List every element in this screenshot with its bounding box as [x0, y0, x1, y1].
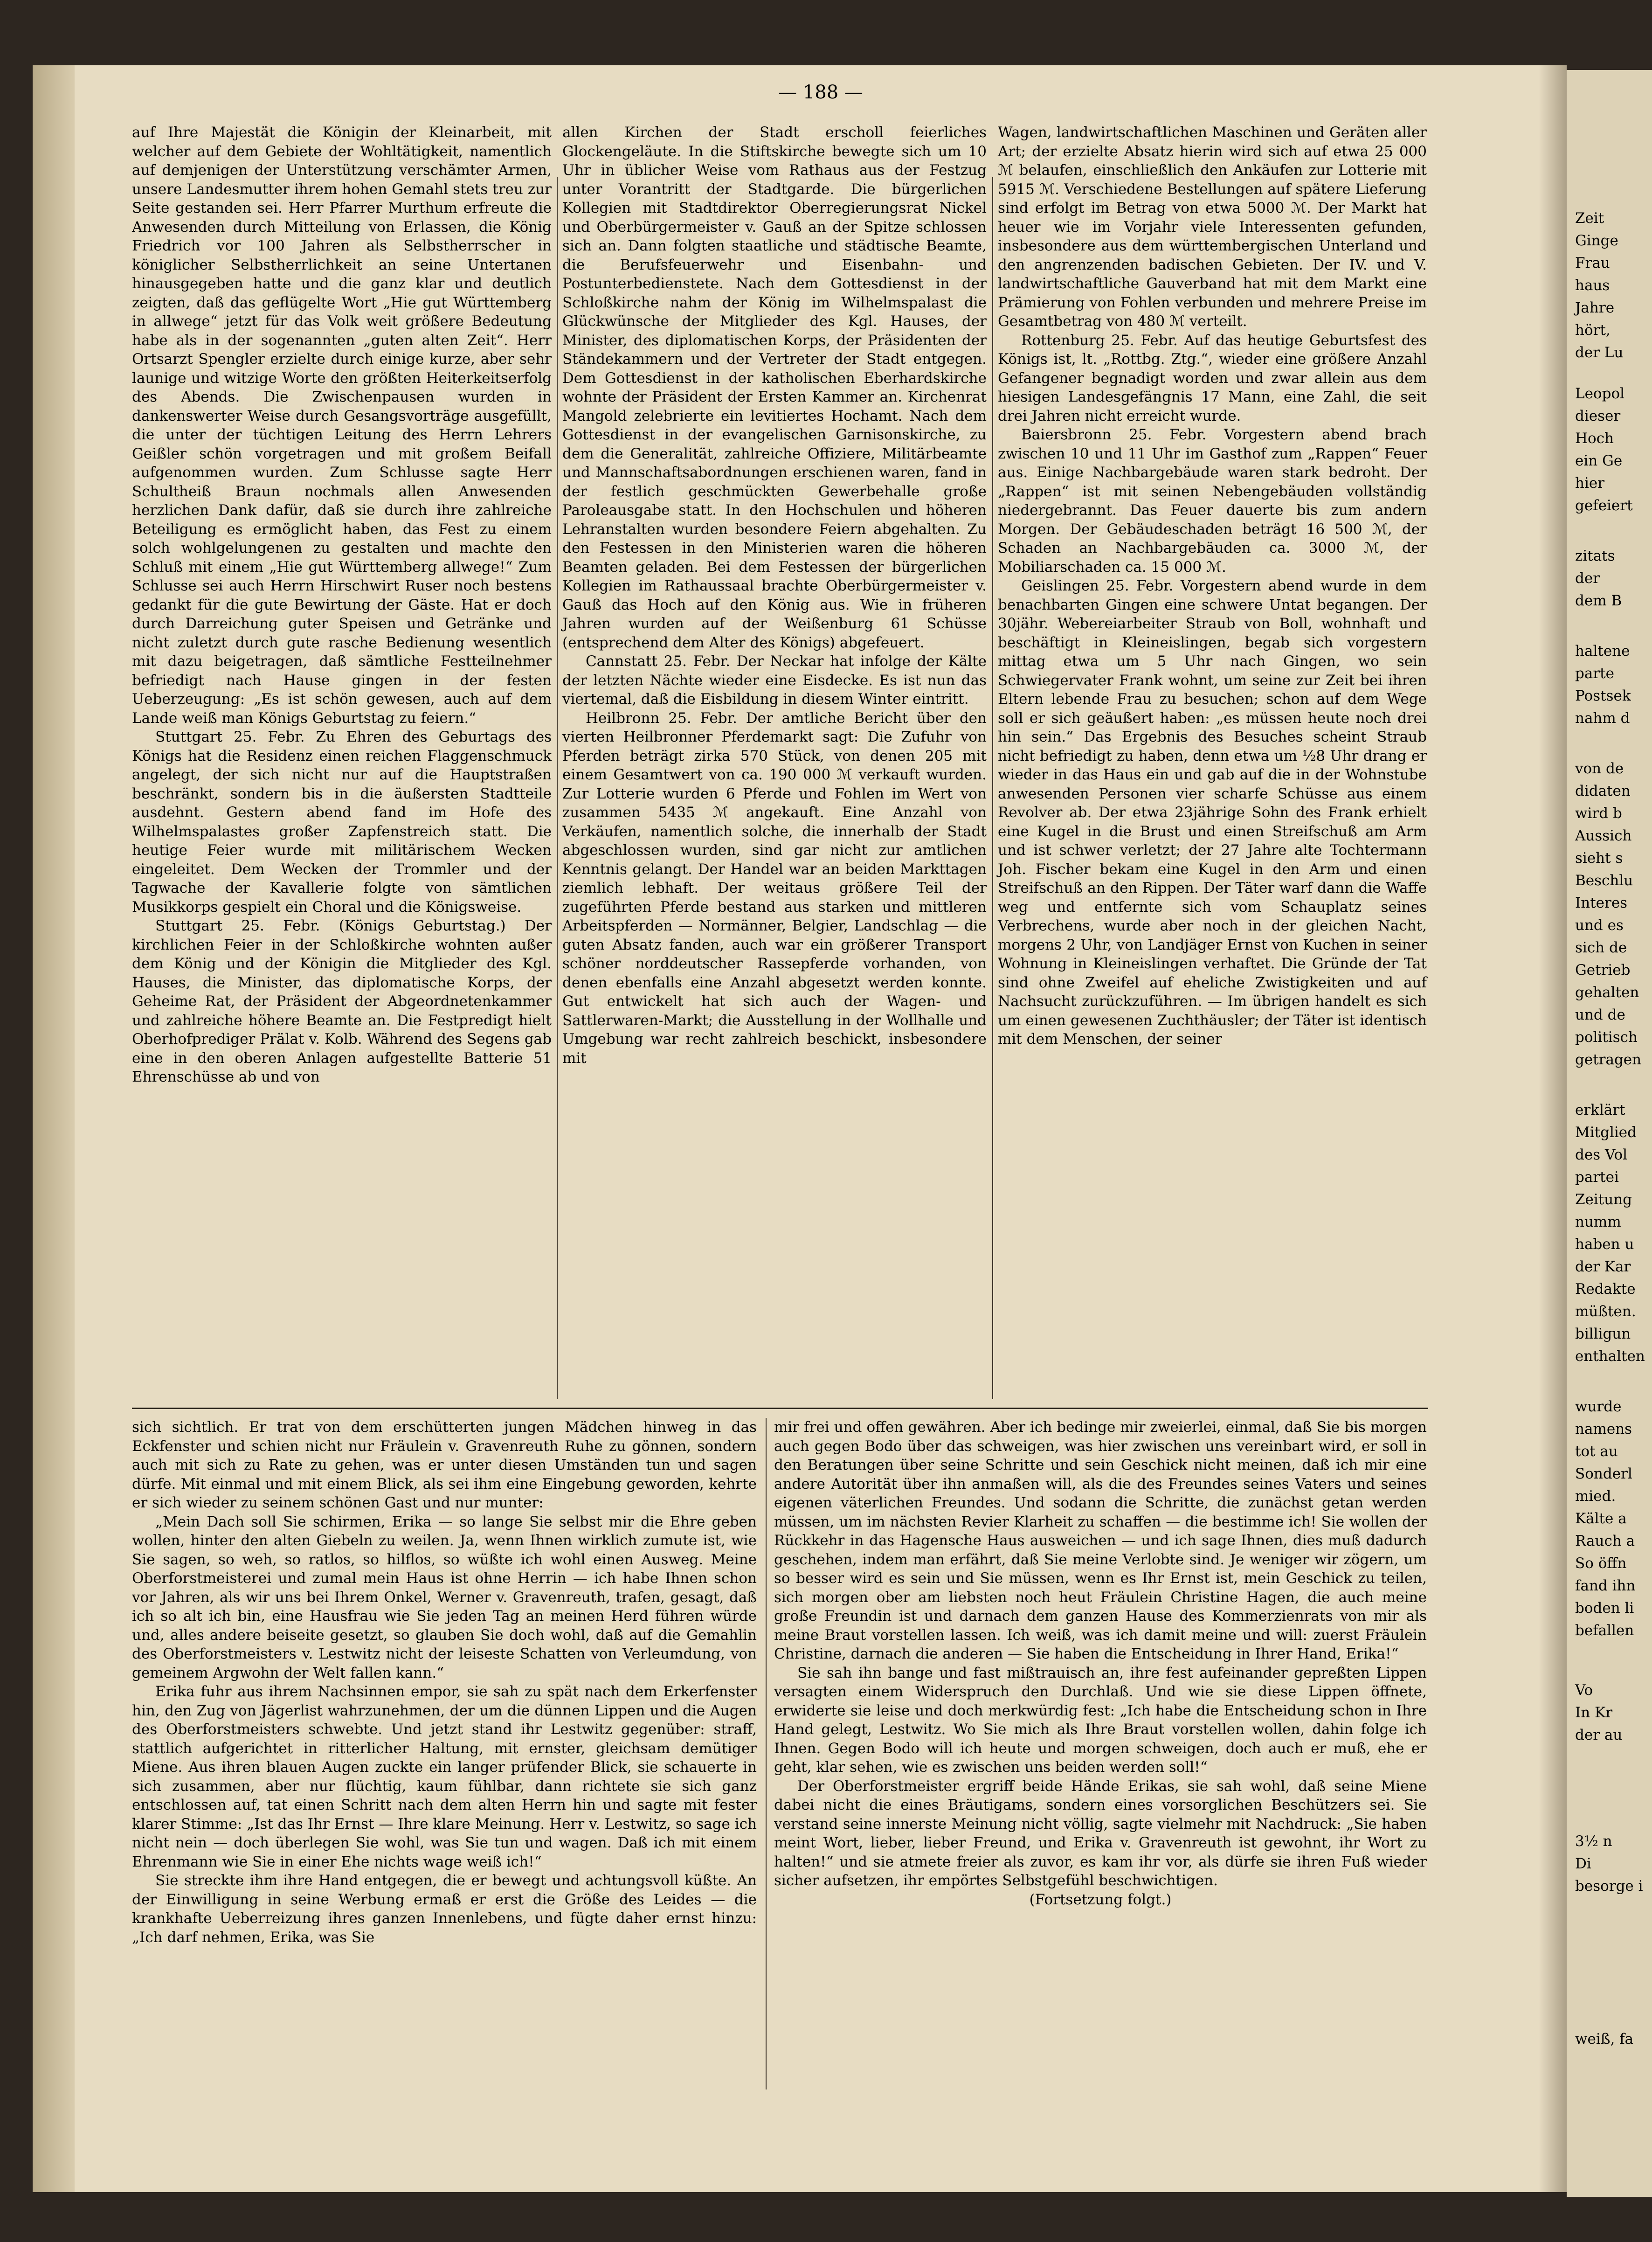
column-divider [766, 1418, 767, 2089]
adjacent-page-line: der au [1575, 1727, 1623, 1743]
page-edge-stack [33, 65, 75, 2192]
article-cannstatt: Cannstatt 25. Febr. Der Neckar hat infolge der Kälte der letzten Nächte wieder eine Eisdecke. Es ist nun das viertemal, daß die Eisbildung in diesem Winter eintritt. [562, 653, 987, 708]
adjacent-page-line: Getrieb [1575, 962, 1631, 979]
serial-paragraph: „Mein Dach soll Sie schirmen, Erika — so lange Sie selbst mir die Ehre geben wollen, hinter den alten Giebeln zu weilen. Ja, wenn Ihnen wirklich zumute ist, wie Sie sagen, so weh, so ratlos, so hilflos, so wüßte ich wohl einen Ausweg. Meine Oberforstmeisterei und zumal mein Haus ist ohne Herrin — ich habe Ihnen schon vor Jahren, als wir uns bei Ihrem Onkel, Werner v. Gravenreuth, trafen, gesagt, daß ich so alt ich bin, eine Hausfrau wie Sie jeden Tag an meinen Herd führen würde und, alles andere beiseite gesetzt, so glauben Sie doch wohl, daß auf die Gemahlin des Oberforstmeisters v. Lestwitz nicht der leiseste Schatten von Verleumdung, von gemeinem Argwohn der Welt fallen kann.“ [132, 1513, 757, 1681]
adjacent-page-line: tot au [1575, 1443, 1618, 1460]
adjacent-page-line: und es [1575, 917, 1624, 934]
article-paragraph: allen Kirchen der Stadt erscholl feierliches Glockengeläute. In die Stiftskirche bewegte sich um 10 Uhr in üblicher Weise vom Rathaus aus der Festzug unter Vorantritt der Stadtgarde. Die bürgerlichen Kollegien mit Stadtdirektor Oberregierungsrat Nickel und Oberbürgermeister v. Gauß an der Spitze schlossen sich an. Dann folgten staatliche und städtische Beamte, die Berufsfeuerwehr und Eisenbahn- und Postunterbedienstete. Nach dem Gottesdienst in der Schloßkirche nahm der König im Wilhelmspalast die Glückwünsche der Mitglieder des Kgl. Hauses, der Minister, des diplomatischen Korps, der Präsidenten der Ständekammern und der Vertreter der Stadt entgegen. Dem Gottesdienst in der katholischen Eberhardskirche wohnte der Präsident der Ersten Kammer an. Kirchenrat Mangold zelebrierte ein levitiertes Hochamt. Nach dem Gottesdienst in der evangelischen Garnisonskirche, zu dem die Generalität, zahlreiche Offiziere, Militärbeamte und Mannschaftsabordnungen erschienen waren, fand in der festlich geschmückten Gewerbehalle große Paroleausgabe statt. In den Hochschulen und höheren Lehranstalten wurden besondere Feiern abgehalten. Zu den Festessen in den Ministerien waren die höheren Beamten geladen. Bei dem Festessen der bürgerlichen Kollegien im Rathaussaal brachte Oberbürgermeister v. Gauß das Hoch auf den König aus. Wie in früheren Jahren wurden auf der Weißenburg 61 Schüsse (entsprechend dem Alter des Königs) abgefeuert. [562, 124, 987, 651]
serial-paragraph: mir frei und offen gewähren. Aber ich bedinge mir zweierlei, einmal, daß Sie bis morgen auch gegen Bodo über das schweigen, was hier zwischen uns vereinbart wird, er soll in den Beratungen über seine Schritte und sein Geschick nicht meinen, daß ich mir eine andere Autorität über ihn anmaßen will, als die des Freundes seines Vaters und seines eigenen väterlichen Freundes. Und sodann die Schritte, die zunächst getan werden müssen, um im nächsten Revier Klarheit zu schaffen — die bestimme ich! Sie wollen der Rückkehr in das Hagensche Haus ausweichen — und ich sage Ihnen, dies muß dadurch geschehen, indem man erfährt, daß Sie meine Verlobte sind. Je weniger wir zögern, um so besser wird es sein und Sie müssen, wenn es Ihr Ernst ist, mein Geschick zu teilen, sich morgen ober am liebsten noch heut Fräulein Christine Hagen, die auch meine große Freundin ist und darnach dem ganzen Hause des Kommerzienrats von mir als meine Braut vorstellen lassen. Ich weiß, was ich damit meine und will: zuerst Fräulein Christine, darnach die anderen — Sie haben die Entscheidung in Ihrer Hand, Erika!“ [774, 1419, 1427, 1662]
adjacent-page-line: billigun [1575, 1326, 1631, 1342]
adjacent-page-line: und de [1575, 1006, 1625, 1023]
adjacent-page-line: haltene [1575, 643, 1630, 659]
adjacent-page-line: gefeiert [1575, 497, 1633, 514]
column-divider [992, 177, 993, 1399]
adjacent-page-line: von de [1575, 760, 1624, 777]
adjacent-page-line: dem B [1575, 592, 1622, 609]
adjacent-page-line: ein Ge [1575, 452, 1623, 469]
adjacent-page-line: Hoch [1575, 430, 1614, 447]
article-stuttgart-2: Stuttgart 25. Febr. (Königs Geburtstag.) Der kirchlichen Feier in der Schloßkirche wohnten außer dem König und der Königin die Mitglieder des Kgl. Hauses, die Minister, das diplomatische Korps, der Geheime Rat, der Präsident der Abgeordnetenkammer und zahlreiche höhere Beamte an. Die Festpredigt hielt Oberhofprediger Prälat v. Kolb. Während des Segens gab eine in den oberen Anlagen aufgestellte Batterie 51 Ehrenschüsse ab und von [132, 917, 552, 1085]
serial-paragraph: Sie streckte ihm ihre Hand entgegen, die er bewegt und achtungsvoll küßte. An der Einwilligung in seine Werbung ermaß er erst die Größe des Leides — die krankhafte Ueberreizung ihres ganzen Innenlebens, und fügte daher ernst hinzu: „Ich darf nehmen, Erika, was Sie [132, 1872, 757, 1946]
adjacent-page-line: partei [1575, 1169, 1619, 1186]
adjacent-page-line: weiß, fa [1575, 2031, 1634, 2048]
adjacent-page-line: fand ihn [1575, 1577, 1636, 1594]
adjacent-page-line: wird b [1575, 805, 1622, 822]
serial-paragraph: Der Oberforstmeister ergriff beide Hände Erikas, sie sah wohl, daß seine Miene dabei nicht die eines Bräutigams, sondern eines vorsorglichen Beschützers sei. Sie verstand seine innerste Meinung nicht völlig, sagte vielmehr mit Nachdruck: „Sie haben meint Wort, lieber, lieber Freund, und Erika v. Gravenreuth ist gewohnt, ihr Wort zu halten!“ und sie atmete freier als zuvor, es kam ihr vor, als dürfe sie ihren Fuß wieder sicher aufsetzen, ihr empörtes Selbstgefühl beschwichtigen. [774, 1777, 1427, 1889]
column-b [562, 123, 987, 1068]
adjacent-page-line: gehalten [1575, 984, 1639, 1001]
serial-paragraph: sich sichtlich. Er trat von dem erschütterten jungen Mädchen hinweg in das Eckfenster und schien nicht nur Fräulein v. Gravenreuth Ruhe zu gönnen, sondern auch mit sich zu Rate zu gehen, was er unter diesen Umständen tun und sagen dürfe. Mit einmal und mit einem Blick, als sei ihm eine Eingebung geworden, kehrte er sich wieder zu seinem schönen Gast und nur munter: [132, 1419, 757, 1511]
adjacent-page-line: haus [1575, 277, 1610, 294]
adjacent-page-line: didaten [1575, 783, 1631, 799]
adjacent-page-line: Rauch a [1575, 1533, 1635, 1549]
adjacent-page-line: der Kar [1575, 1258, 1631, 1275]
continuation-note: (Fortsetzung folgt.) [1029, 1891, 1172, 1908]
adjacent-page-line: der Lu [1575, 344, 1624, 361]
adjacent-page-line: Vo [1575, 1682, 1593, 1699]
article-heilbronn: Heilbronn 25. Febr. Der amtliche Bericht über den vierten Heilbronner Pferdemarkt sagt: Die Zufuhr von Pferden beträgt zirka 570 Stück, von denen 205 mit einem Gesamtwert von ca. 190 000 ℳ verkauft wurden. Zur Lotterie wurden 6 Pferde und Fohlen im Wert von zusammen 5435 ℳ angekauft. Eine Anzahl von Verkäufen, namentlich solche, die innerhalb der Stadt abgeschlossen wurden, sind gar nicht zur amtlichen Kenntnis gelangt. Der Handel war an beiden Markttagen ziemlich lebhaft. Der weitaus größere Teil der zugeführten Pferde bestand aus starken und mittleren Arbeitspferden — Normänner, Belgier, Landschlag — die guten Absatz fanden, auch war ein größerer Transport schöner norddeutscher Rassepferde vorhanden, von denen ebenfalls eine Anzahl abgesetzt werden konnte. Gut entwickelt hat sich auch der Wagen- und Sattlerwaren-Markt; die Ausstellung in der Wollhalle und Umgebung war recht zahlreich beschickt, insbesondere mit [562, 709, 987, 1067]
adjacent-page-line: Zeitung [1575, 1191, 1632, 1208]
adjacent-page-line: namens [1575, 1421, 1632, 1437]
adjacent-page-line: erklärt [1575, 1102, 1625, 1118]
adjacent-page-line: Interes [1575, 895, 1628, 911]
adjacent-page-line: Aussich [1575, 827, 1632, 844]
adjacent-page-line: mied. [1575, 1488, 1616, 1505]
adjacent-page [1567, 70, 1652, 2197]
adjacent-page-line: dieser [1575, 408, 1621, 424]
column-divider [557, 177, 558, 1399]
adjacent-page-line: nahm d [1575, 710, 1630, 727]
adjacent-page-line: Kälte a [1575, 1510, 1627, 1527]
article-geislingen: Geislingen 25. Febr. Vorgestern abend wurde in dem benachbarten Gingen eine schwere Untat begangen. Der 30jähr. Webereiarbeiter Straub von Boll, wohnhaft und beschäftigt in Kleineislingen, begab sich vorgestern mittag etwa um 5 Uhr nach Gingen, wo sein Schwiegervater Frank wohnt, um seine zur Zeit bei ihren Eltern lebende Frau zu besuchen; schon auf dem Wege soll er sich geäußert haben: „es müssen heute noch drei hin sein.“ Das Ergebnis des Besuches scheint Straub nicht befriedigt zu haben, denn etwa um ½8 Uhr drang er wieder in das Haus ein und gab auf die in der Wohnstube anwesenden Personen vier scharfe Schüsse aus einem Revolver ab. Der etwa 23jährige Sohn des Frank erhielt eine Kugel in die Brust und einen Streifschuß am Arm und ist schwer verletzt; der 27 Jahre alte Tochtermann Joh. Fischer bekam eine Kugel in den Arm und einen Streifschuß an den Rippen. Der Täter warf dann die Waffe weg und entfernte sich vom Schauplatz seines Verbrechens, wurde aber noch in der gleichen Nacht, morgens 2 Uhr, von Landjäger Ernst von Kuchen in seiner Wohnung in Kleineislingen verhaftet. Die Gründe der Tat sind ohne Zweifel auf eheliche Zwistigkeiten und auf Nachsucht zurückzuführen. — Im übrigen handelt es sich um einen gewesenen Zuchthäusler; der Täter ist identisch mit dem Menschen, der seiner [998, 577, 1427, 1048]
adjacent-page-line: Sonderl [1575, 1465, 1632, 1482]
adjacent-page-line: Postsek [1575, 687, 1631, 704]
page-number: — 188 — [778, 82, 863, 103]
article-rottenburg: Rottenburg 25. Febr. Auf das heutige Geburtsfest des Königs ist, lt. „Rottbg. Ztg.“, wieder eine größere Anzahl Gefangener begnadigt worden und zwar allein aus dem hiesigen Landesgefängnis 17 Mann, eine Zahl, die seit drei Jahren nicht erreicht wurde. [998, 332, 1427, 424]
article-baiersbronn: Baiersbronn 25. Febr. Vorgestern abend brach zwischen 10 und 11 Uhr im Gasthof zum „Rappen“ Feuer aus. Einige Nachbargebäude waren stark bedroht. Der „Rappen“ ist mit seinen Nebengebäuden vollständig niedergebrannt. Das Feuer dauerte bis zum andern Morgen. Der Gebäudeschaden beträgt 16 500 ℳ, der Schaden an Nachbargebäuden ca. 3000 ℳ, der Mobiliarschaden ca. 15 000 ℳ. [998, 426, 1427, 576]
adjacent-page-line: des Vol [1575, 1146, 1628, 1163]
adjacent-page-line: In Kr [1575, 1704, 1613, 1721]
adjacent-page-line: Beschlu [1575, 872, 1633, 889]
adjacent-page-line: hier [1575, 475, 1605, 492]
adjacent-page-line: So öffn [1575, 1555, 1627, 1572]
column-c [998, 123, 1427, 1049]
serial-column-left [132, 1418, 757, 1947]
adjacent-page-line: besorge i [1575, 1878, 1643, 1895]
adjacent-page-line: Ginge [1575, 232, 1618, 249]
article-paragraph: Wagen, landwirtschaftlichen Maschinen und Geräten aller Art; der erzielte Absatz hierin wird sich auf etwa 25 000 ℳ belaufen, einschließlich den Ankäufen zur Lotterie mit 5915 ℳ. Verschiedene Bestellungen auf spätere Lieferung sind erfolgt im Betrag von etwa 5000 ℳ. Der Markt hat heuer wie im Vorjahr viele Interessenten gefunden, insbesondere aus dem württembergischen Unterland und den angrenzenden badischen Gebieten. Der IV. und V. landwirtschaftliche Gauverband hat mit dem Markt eine Prämierung von Fohlen verbunden und mehrere Preise im Gesamtbetrag von 480 ℳ verteilt. [998, 124, 1427, 330]
feuilleton-separator [132, 1408, 1428, 1409]
adjacent-page-line: sich de [1575, 939, 1627, 956]
article-stuttgart-1: Stuttgart 25. Febr. Zu Ehren des Geburtags des Königs hat die Residenz einen reichen Flaggenschmuck angelegt, der sich nicht nur auf die Hauptstraßen beschränkt, sondern bis in die äußersten Stadtteile ausdehnt. Gestern abend fand im Hofe des Wilhelmspalastes großer Zapfenstreich statt. Die heutige Feier wurde mit militärischem Wecken eingeleitet. Dem Wecken der Trommler und der Tagwache der Kavallerie folgte von sämtlichen Musikkorps gespielt ein Choral und die Königsweise. [132, 729, 552, 916]
adjacent-page-line: Mitglied [1575, 1124, 1637, 1141]
adjacent-page-line: enthalten [1575, 1348, 1645, 1365]
adjacent-page-line: zitats [1575, 548, 1615, 564]
adjacent-page-line: Leopol [1575, 385, 1625, 402]
adjacent-page-line: müßten. [1575, 1303, 1636, 1320]
adjacent-page-line: numm [1575, 1214, 1621, 1230]
adjacent-page-line: wurde [1575, 1398, 1622, 1415]
adjacent-page-line: getragen [1575, 1051, 1642, 1068]
column-a [132, 123, 552, 1087]
serial-paragraph: Erika fuhr aus ihrem Nachsinnen empor, sie sah zu spät nach dem Erkerfenster hin, den Zug von Jägerlist wahrzunehmen, der um die dünnen Lippen und die Augen des Oberforstmeisters schwebte. Und jetzt stand ihr Lestwitz gegenüber: straff, stattlich aufgerichtet in ritterlicher Haltung, mit ernster, gleichsam demütiger Miene. Aus ihren blauen Augen zuckte ein langer prüfender Blick, sie schauerte in sich zusammen, aber nur flüchtig, kaum fühlbar, dann richtete sie sich ganz entschlossen auf, tat einen Schritt nach dem alten Herrn hin und sagte mit fester klarer Stimme: „Ist das Ihr Ernst — Ihre klare Meinung. Herr v. Lestwitz, so sage ich nicht nein — doch überlegen Sie wohl, was Sie tun und wagen. Daß ich mit einem Ehrenmann wie Sie in einer Ehe nichts wage weiß ich!“ [132, 1683, 757, 1870]
adjacent-page-line: parte [1575, 665, 1614, 682]
adjacent-page-line: befallen [1575, 1622, 1634, 1639]
adjacent-page-line: Jahre [1575, 299, 1615, 316]
article-paragraph: auf Ihre Majestät die Königin der Kleinarbeit, mit welcher auf dem Gebiete der Wohltätigkeit, namentlich auf demjenigen der Unterstützung verschämter Armen, unsere Landesmutter ihrem hohen Gemahl stets treu zur Seite gestanden sei. Herr Pfarrer Murthum erfreute die Anwesenden durch Mitteilung von Erlassen, die König Friedrich vor 100 Jahren als Selbstherrscher in königlicher Selbstherrlichkeit an seine Untertanen hinausgegeben hatte und die ganz klar und deutlich zeigten, daß das geflügelte Wort „Hie gut Württemberg in allwege“ jetzt für das Volk weit größere Bedeutung habe als in der sogenannten „guten alten Zeit“. Herr Ortsarzt Spengler erzielte durch einige kurze, aber sehr launige und witzige Worte den größten Heiterkeitserfolg des Abends. Die Zwischenpausen wurden in dankenswerter Weise durch Gesangsvorträge ausgefüllt, die unter der tüchtigen Leitung des Herrn Lehrers Geißler schön vorgetragen und mit großem Beifall aufgenommen wurden. Zum Schlusse sagte Herr Schultheiß Braun nochmals allen Anwesenden herzlichen Dank dafür, daß sie durch ihre zahlreiche Beteiligung es ermöglicht haben, das Fest zu einem solch wohlgelungenen zu gestalten und machte den Schluß mit einem „Hie gut Württemberg allwege!“ Zum Schlusse sei auch Herrn Hirschwirt Ruser noch bestens gedankt für die gute Bewirtung der Gäste. Hat er doch durch Darreichung guter Speisen und Getränke und nicht zuletzt durch gute rasche Bedienung wesentlich mit dazu beigetragen, daß sämtliche Festteilnehmer befriedigt nach Hause gingen in der festen Ueberzeugung: „Es ist schön gewesen, auch auf dem Lande weiß man Königs Geburtstag zu feiern.“ [132, 124, 552, 727]
adjacent-page-line: haben u [1575, 1236, 1634, 1253]
adjacent-page-line: Redakte [1575, 1281, 1636, 1298]
serial-paragraph: Sie sah ihn bange und fast mißtrauisch an, ihre fest aufeinander gepreßten Lippen versagten einem Widerspruch den Durchlaß. Und wie sie diese Lippen öffnete, erwiderte sie leise und doch merkwürdig fest: „Ich habe die Entscheidung schon in Ihre Hand gelegt, Lestwitz. Wo Sie mich als Ihre Braut vorstellen wollen, dahin folge ich Ihnen. Gegen Bodo will ich heute und morgen schweigen, doch auch er muß, ehe er geht, klar sehen, wie es zwischen uns beiden werden soll!“ [774, 1664, 1427, 1776]
page-gutter-shadow [1539, 65, 1567, 2192]
adjacent-page-line: boden li [1575, 1600, 1634, 1617]
adjacent-page-line: sieht s [1575, 850, 1623, 867]
adjacent-page-line: 3½ n [1575, 1833, 1612, 1850]
adjacent-page-line: hört, [1575, 322, 1611, 339]
adjacent-page-line: der [1575, 570, 1600, 587]
serial-column-right [774, 1418, 1427, 1909]
adjacent-page-line: Di [1575, 1855, 1591, 1872]
adjacent-page-line: Frau [1575, 255, 1610, 271]
adjacent-page-line: politisch [1575, 1029, 1638, 1046]
adjacent-page-line: Zeit [1575, 210, 1604, 227]
